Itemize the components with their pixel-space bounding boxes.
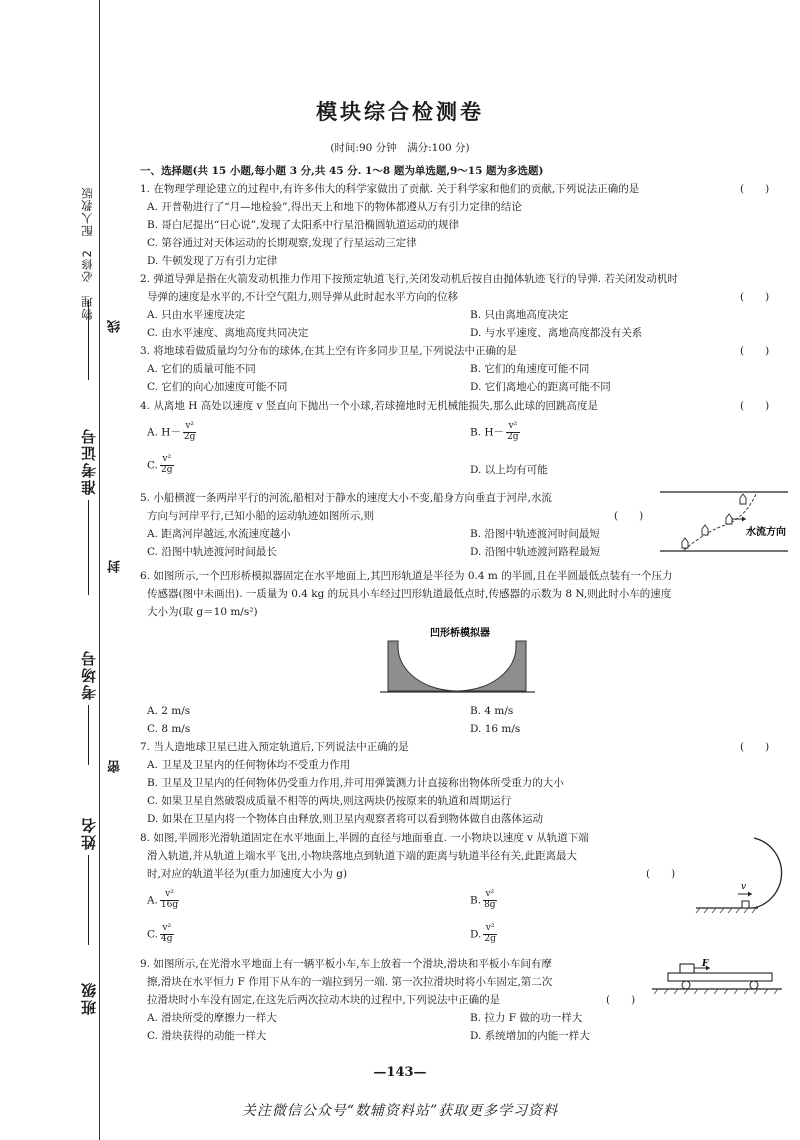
q6-stem-line3: 大小为(取 g＝10 m/s²) (147, 606, 258, 618)
q1-option-c: C. 第谷通过对天体运动的长期观察,发现了行星运动三定律 (147, 237, 417, 249)
q5-option-c: C. 沿图中轨迹渡河时间最长 (147, 546, 277, 558)
q1-stem: 1. 在物理学理论建立的过程中,有许多伟大的科学家做出了贡献. 关于科学家和他们的贡献,下列说法正确的是 (140, 183, 640, 195)
q8-stem-line2: 滑入轨道,并从轨道上端水平飞出,小物块落地点到轨道下端的距离与轨道半径有关,此距离最大 (147, 850, 578, 862)
page-number: —143— (373, 1065, 427, 1080)
q9-stem-line2: 擦,滑块在水平恒力 F 作用下从车的一端拉到另一端. 第一次拉滑块时将小车固定,第二次 (147, 976, 553, 988)
q4-stem: 4. 从离地 H 高处以速度 v 竖直向下抛出一个小球,若球撞地时无机械能损失,那么此球的回跳高度是 (140, 400, 598, 412)
footer-note: 关注微信公众号“数辅资料站”获取更多学习资料 (241, 1103, 559, 1119)
side-subject-label: 物理 必修2 配人教版 (80, 186, 94, 320)
q9-option-a: A. 滑块所受的摩擦力一样大 (147, 1012, 277, 1024)
q3-answer-paren: ( ) (740, 345, 770, 357)
q9-figure-force-label: F (702, 959, 709, 969)
q4-option-c: C. $\frac{\text{v²}}{2g}$ (147, 454, 173, 475)
q3-option-b: B. 它们的角速度可能不同 (470, 363, 590, 375)
q1-option-b: B. 哥白尼提出“日心说”,发现了太阳系中行星沿椭圆轨道运动的规律 (147, 219, 459, 231)
q4-answer-paren: ( ) (740, 400, 770, 412)
q8-option-c: C. $\frac{\text{v²}}{4g}$ (147, 923, 173, 944)
q7-answer-paren: ( ) (740, 741, 770, 753)
q3-option-a: A. 它们的质量可能不同 (147, 363, 256, 375)
q8-stem-line3: 时,对应的轨道半径为(重力加速度大小为 g) (147, 868, 348, 880)
side-exam-number-blank (88, 300, 89, 380)
q6-stem-line1: 6. 如图所示,一个凹形桥模拟器固定在水平地面上,其凹形轨道是半径为 0.4 m 的半圆,且在半圆最低点装有一个压力 (140, 570, 673, 582)
q2-stem-line1: 2. 弹道导弹是指在火箭发动机推力作用下按预定轨道飞行,关闭发动机后按自由抛体轨迹飞行的导弹. 若关闭发动机时 (140, 273, 678, 285)
q6-stem-line2: 传感器(图中未画出). 一质量为 0.4 kg 的玩具小车经过凹形轨道最低点时,传感器的示数为 8 N,则此时小车的速度 (147, 588, 672, 600)
q6-option-a: A. 2 m/s (147, 705, 191, 717)
section-heading: 一、选择题(共 15 小题,每小题 3 分,共 45 分. 1～8 题为单选题,9～15 题为多选题) (140, 165, 544, 177)
q6-figure-label: 凹形桥模拟器 (430, 628, 490, 639)
q9-option-b: B. 拉力 F 做的功一样大 (470, 1012, 583, 1024)
q3-stem: 3. 将地球看做质量均匀分布的球体,在其上空有许多同步卫星,下列说法中正确的是 (140, 345, 518, 357)
q8-option-b: B. $\frac{\text{v²}}{8g}$ (470, 889, 496, 910)
side-class-blank (88, 855, 89, 945)
q9-cart-figure (650, 954, 790, 1002)
side-exam-number-label: 准考证号 (80, 427, 98, 495)
q6-option-c: C. 8 m/s (147, 723, 191, 735)
q9-answer-paren: ( ) (606, 994, 636, 1006)
q3-option-d: D. 它们离地心的距离可能不同 (470, 381, 611, 393)
q3-option-c: C. 它们的向心加速度可能不同 (147, 381, 288, 393)
q9-stem-line1: 9. 如图所示,在光滑水平地面上有一辆平板小车,车上放着一个滑块,滑块和平板小车间有摩 (140, 958, 552, 970)
q8-semicircle-track-figure (694, 832, 789, 914)
q2-option-d: D. 与水平速度、离地高度都没有关系 (470, 327, 643, 339)
q2-option-a: A. 只由水平速度决定 (147, 309, 246, 321)
q9-option-c: C. 滑块获得的动能一样大 (147, 1030, 267, 1042)
q6-concave-bridge-figure (380, 625, 535, 697)
side-class-label: 班级 (80, 981, 98, 1015)
q5-figure-label: 水流方向 (746, 527, 786, 538)
q5-river-figure (658, 488, 790, 558)
q1-option-d: D. 牛顿发现了万有引力定律 (147, 255, 278, 267)
q7-option-d: D. 如果在卫星内将一个物体自由释放,则卫星内观察者将可以看到物体做自由落体运动 (147, 813, 544, 825)
q8-stem-line1: 8. 如图,半圆形光滑轨道固定在水平地面上,半圆的直径与地面垂直. 一小物块以速度 v 从轨道下端 (140, 832, 589, 844)
q7-stem: 7. 当人造地球卫星已进入预定轨道后,下列说法中正确的是 (140, 741, 409, 753)
q1-option-a: A. 开普勒进行了“月—地检验”,得出天上和地下的物体都遵从万有引力定律的结论 (147, 201, 522, 213)
q5-stem-line2: 方向与河岸平行,已知小船的运动轨迹如图所示,则 (147, 510, 375, 522)
q2-stem-line2: 导弹的速度是水平的,不计空气阻力,则导弹从此时起水平方向的位移 (147, 291, 459, 303)
q5-answer-paren: ( ) (614, 510, 644, 522)
q8-answer-paren: ( ) (646, 868, 676, 880)
side-name-label: 姓名 (80, 816, 98, 850)
q8-option-a: A. $\frac{\text{v²}}{16g}$ (147, 889, 179, 910)
q7-option-b: B. 卫星及卫星内的任何物体仍受重力作用,并可用弹簧测力计直接称出物体所受重力的大小 (147, 777, 564, 789)
q6-option-b: B. 4 m/s (470, 705, 514, 717)
q2-option-b: B. 只由离地高度决定 (470, 309, 569, 321)
q9-option-d: D. 系统增加的内能一样大 (470, 1030, 590, 1042)
side-mark-secret: 密 (108, 760, 123, 773)
side-name-blank (88, 705, 89, 765)
side-room-number-blank (88, 500, 89, 595)
q8-figure-velocity-label: v (741, 882, 747, 892)
side-room-number-label: 考场号 (80, 649, 98, 700)
side-mark-line: 线 (108, 320, 123, 333)
q5-stem-line1: 5. 小船横渡一条两岸平行的河流,船相对于静水的速度大小不变,船身方向垂直于河岸,水流 (140, 492, 552, 504)
q4-option-d: D. 以上均有可能 (470, 464, 548, 476)
q5-option-b: B. 沿图中轨迹渡河时间最短 (470, 528, 600, 540)
page-title: 模块综合检测卷 (316, 99, 484, 124)
q1-answer-paren: ( ) (740, 183, 770, 195)
q6-option-d: D. 16 m/s (470, 723, 521, 735)
q2-answer-paren: ( ) (740, 291, 770, 303)
q5-option-d: D. 沿图中轨迹渡河路程最短 (470, 546, 601, 558)
q8-option-d: D. $\frac{\text{v²}}{2g}$ (470, 923, 496, 944)
q7-option-c: C. 如果卫星自然破裂成质量不相等的两块,则这两块仍按原来的轨道和周期运行 (147, 795, 512, 807)
q5-option-a: A. 距离河岸越远,水流速度越小 (147, 528, 291, 540)
q2-option-c: C. 由水平速度、离地高度共同决定 (147, 327, 309, 339)
time-and-score: (时间:90 分钟 满分:100 分) (330, 142, 470, 154)
side-mark-seal: 封 (108, 560, 123, 573)
q4-option-b: B. H－ $\frac{\text{v²}}{2g}$ (470, 421, 519, 442)
q9-stem-line3: 拉滑块时小车没有固定,在这先后两次拉动木块的过程中,下列说法中正确的是 (147, 994, 501, 1006)
q4-option-a: A. H－ $\frac{\text{v²}}{2g}$ (147, 421, 196, 442)
q7-option-a: A. 卫星及卫星内的任何物体均不受重力作用 (147, 759, 351, 771)
